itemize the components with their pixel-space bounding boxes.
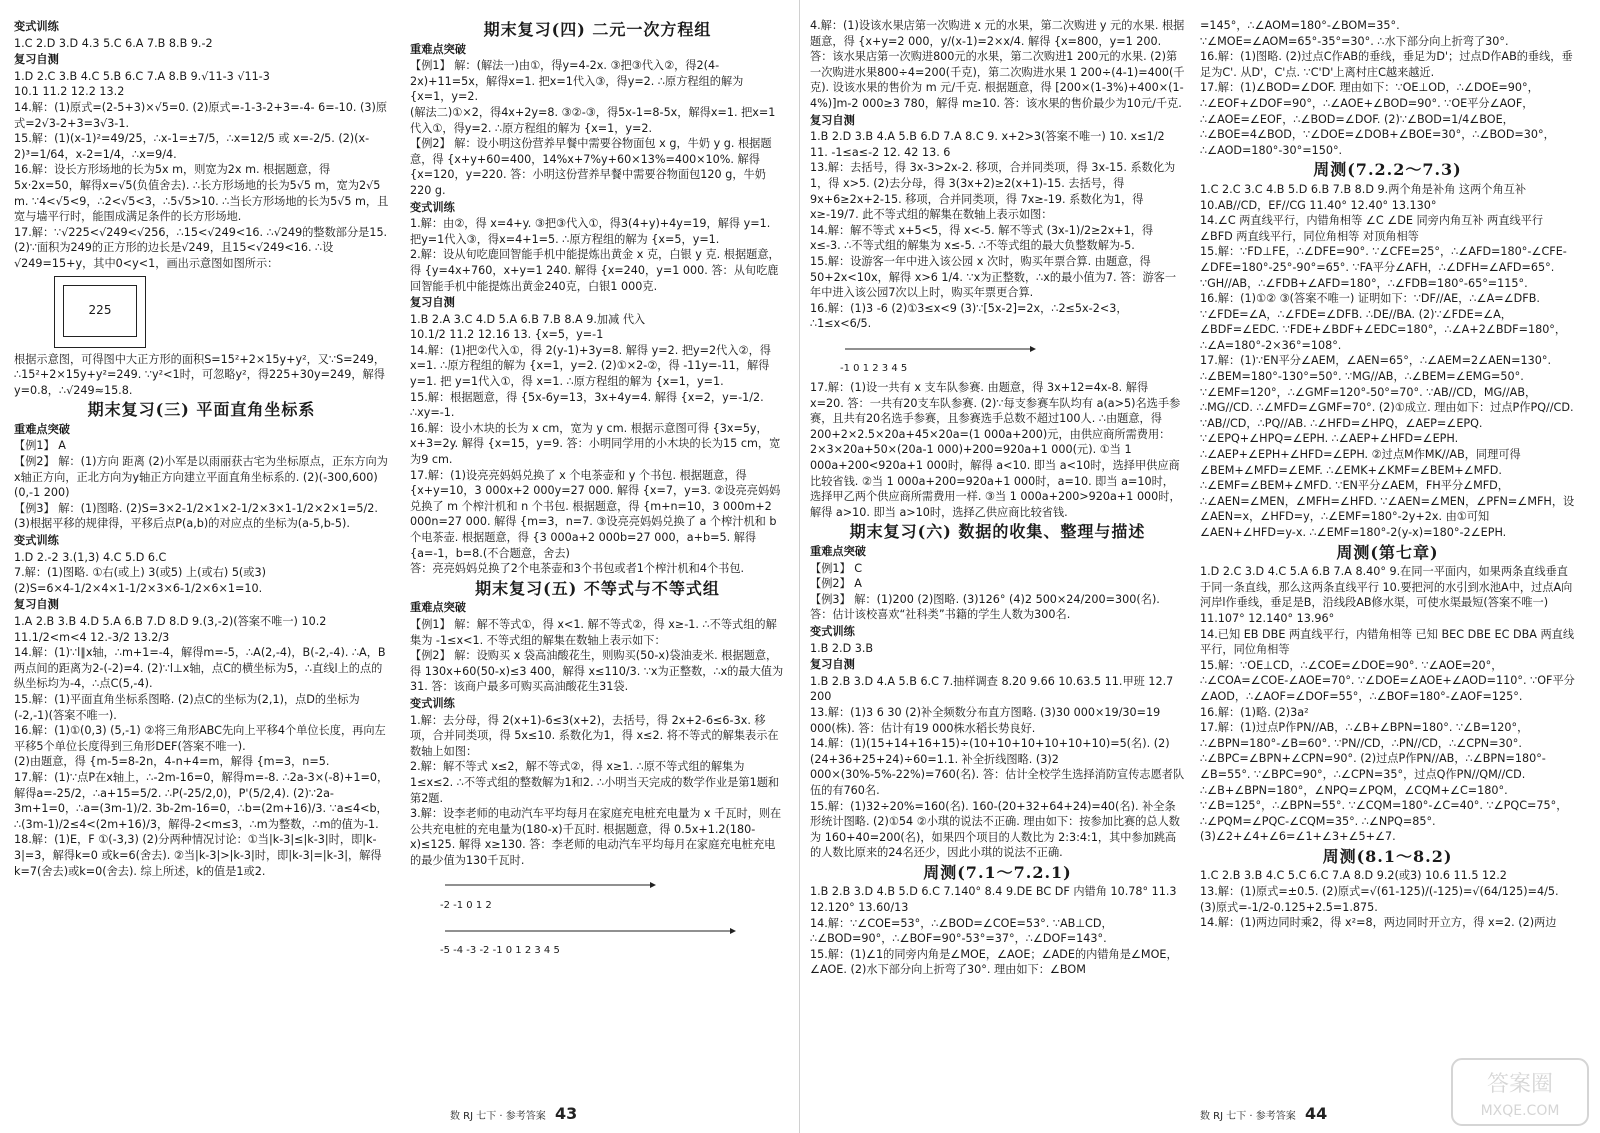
subsection-heading: 重难点突破 [410, 42, 466, 56]
answer-line: 【例3】 解：(1)200 (2)图略. (3)126° (4)2 500×24/200=300(名). 答：估计该校喜欢“社科类”书籍的学生人数为300名. [810, 592, 1160, 622]
answer-line: 17.解：(1)∠BOD=∠DOF. 理由如下：∵OE⊥OD，∴∠DOE=90°，∴∠EOF+∠DOF=90°，∴∠AOE+∠BOD=90°. ∵OE平分∠AOF，∴∠AOE=∠EOF，∴∠BOD=∠DOF. (2)∵∠BOD=1/4∠BOE，∴∠BOE=4∠BOD，∵∠DOE=∠DOB+∠BOE=30°，∴∠BOD=30°，∴∠AOD=180°-30°=150°. [1200, 81, 1555, 157]
answer-line: 【例2】 解：(1)方向 距离 (2)小军是以雨丽获古宅为坐标原点，正东方向为x轴正方向，正北方向为y轴正方向建立平面直角坐标系的. (2)(-300,600) (0,-1 200) [14, 455, 388, 500]
footer-left [450, 1104, 577, 1123]
answer-line: 1.B 2.A 3.C 4.D 5.A 6.B 7.B 8.A 9.加减 代入 [410, 312, 646, 326]
answer-line: 15.解：(1)平面直角坐标系图略. (2)点C的坐标为(2,1)，点D的坐标为(-2,-1)(答案不唯一). [14, 692, 360, 722]
answer-line: 【例2】 A [810, 577, 862, 591]
answer-line: 14.解：(1)两边同时乘2，得 x²=8，两边同时开立方，得 x=2. (2)两边 [1200, 916, 1557, 930]
answer-line: 14.解：∵∠COE=53°，∴∠BOD=∠COE=53°. ∵AB⊥CD，∴∠BOD=90°，∴∠BOF=90°-53°=37°，∴∠DOF=143°. [810, 916, 1113, 946]
section-title-5: 期末复习(五) 不等式与不等式组 [475, 578, 720, 598]
answer-line: 2.解：设从旬吃鹿回智能手机中能提炼出黄金 x 克，白银 y 克. 根据题意，得 {y=4x+760，x+y=1 240. 解得 {x=240，y=1 000. 答：从旬吃鹿回智能手机中能提炼出黄金240克，白银1 000克. [410, 248, 780, 293]
subsection-heading: 重难点突破 [810, 545, 866, 558]
answer-line: 16.解：(1)①② ③(答案不唯一) 证明如下：∵DF//AE，∴∠A=∠DFB. ∵∠FDE=∠A，∴∠FDE=∠DFB. ∴DE//BA. (2)∵∠FDE=∠A，∠BDF=∠EDC. ∵FDE+∠BDF+∠EDC=180°，∴∠A+2∠BDF=180°，∴∠A=180°-2×36°=108°. [1200, 292, 1567, 352]
page-number-left: 43 [554, 1104, 578, 1123]
answer-line: 1.A 2.B 3.B 4.D 5.A 6.B 7.D 8.D 9.(3,-2)(答案不唯一) 10.2 11.1/2<m<4 12.-3/2 13.2/3 [14, 615, 327, 644]
answer-line: 【例2】 解：设购买 x 袋高油酸花生，则购买(50-x)袋油麦米. 根据题意，得 130x+60(50-x)≤3 400，解得 x≤110/3. ∵x为正整数，∴x的最大值为31. 答：该商户最多可购买高油酸花生31袋. [410, 649, 784, 694]
number-line-3-graphic [840, 335, 1040, 357]
subsection-heading: 变式训练 [410, 200, 455, 214]
subsection-heading: 变式训练 [14, 534, 59, 548]
answer-line: 14.解：(1)原式=(2-5+3)×√5=0. (2)原式=-1-3-2+3=-4- 6=-10. (3)原式=2√3-2+3=3√3-1. [14, 100, 388, 130]
answer-line: 13.解：去括号，得 3x-3>2x-2. 移项，合并同类项，得 3x-15. 系数化为1，得 x>5. (2)去分母，得 3(3x+2)≥2(x+1)-15. 去括号，得 9x+6≥2x+2-15. 移项，合并同类项，得 7x≥-19. 系数化为1，得 x≥-19/7. 此不等式组的解集在数轴上表示如图： [810, 161, 1176, 222]
answer-line: 1.C 2.C 3.C 4.B 5.D 6.B 7.B 8.D 9.两个角是补角 这两个角互补 10.AB//CD，EF//CG 11.40° 12.40° 13.130° [1200, 182, 1527, 212]
footer-label-right: 数 RJ 七下 · 参考答案 [1200, 1111, 1296, 1122]
answer-line: (2)由题意，得 {m-5=8-2n，4-n+4=m，解得 {m=3，n=5. [14, 755, 330, 769]
answer-line: 18.解：(1)E，F ①(-3,3) (2)分两种情况讨论：①当|k-3|≤|k-3|时，即|k-3|=3，解得k=0 或k=6(舍去). ②当|k-3|>|k-3|时，即|k-3|=|k-3|，解得k=7(舍去)或k=0(舍去). 综上所述，k的值是1或2. [14, 833, 382, 878]
answer-line: =145°，∴∠AOM=180°-∠BOM=35°. ∵∠MOE=∠AOM=65°-35°=30°. ∴水下部分向上折弯了30°. [1200, 19, 1509, 48]
subsection-heading: 复习自测 [14, 598, 59, 612]
subsection-heading: 变式训练 [410, 696, 455, 710]
answer-line: 7.解：(1)图略. ①右(或上) 3(或5) 上(或右) 5(或3) [14, 566, 266, 580]
answer-line: 2.解：解不等式 x≤2，解不等式②，得 x≥1. ∴原不等式组的解集为 1≤x≤2. ∴不等式组的整数解为1和2. ∴小明当天完成的数学作业是第1题和第2题. [410, 760, 780, 805]
number-line-3-labels: -1 0 1 2 3 4 5 [840, 363, 908, 375]
answer-line: 17.解：(1)∵点P在x轴上，∴-2m-16=0，解得m=-8. ∴2a-3×(-8)+1=0，解得a=-25/2，∴a+15=5/2. ∴P(-25/2,0)，P'(5/2,4). (2)∵2a-3m+1=0，∴a=(3m-1)/2. 3b-2m-16=0，∴b=(2m+16)/3. ∵a≤4<b，∴(3m-1)/2≤4<(2m+16)/3，解得-2<m≤3，∴m为整数，∴m的值为-1. [14, 770, 389, 831]
square-diagram-label: 225 [63, 285, 137, 337]
subsection-heading: 变式训练 [14, 20, 59, 33]
answer-line: 15.解：(1)∠1的同旁内角是∠MOE，∠AOE；∠ADE的内错角是∠MOE，∠AOE. (2)水下部分向上折弯了30°. 理由如下：∠BOM [810, 947, 1178, 977]
answer-line: 10.1 11.2 12.2 13.2 [14, 85, 125, 99]
answer-line: 17.解：(1)过点P作PN//AB，∴∠B+∠BPN=180°. ∵∠B=120°，∴∠BPN=180°-∠B=60°. ∵PN//CD，∴PN//CD，∴∠CPN=30°. ∴∠BPC=∠BPN+∠CPN=90°. (2)过点P作PN//AB，∴∠BPN=180°-∠B=55°. ∵∠BPC=90°，∴∠CPN=35°，过点Q作PN//QM//CD. ∴∠B+∠BPN=180°，∠NPQ=∠PQM，∠CQM+∠C=180°. ∵∠B=125°，∴∠BPN=55°. ∵∠CQM=180°-∠C=40°. ∵∠PQC=75°，∴∠PQM=∠PQC-∠CQM=35°. ∴∠NPQ=85°. (3)∠2+∠4+∠6=∠1+∠3+∠5+∠7. [1200, 721, 1568, 844]
answer-line: 17.解：(1)∵EN平分∠AEM，∠AEN=65°，∴∠AEM=2∠AEN=130°. ∴∠BEM=180°-130°=50°. ∵MG//AB，∴∠BEM=∠EMG=50°. ∵∠EMF=120°，∴∠GMF=120°-50°=70°. ∵AB//CD，MG//AB，∴MG//CD. ∴∠MFD=∠GMF=70°. (2)①成立. 理由如下：过点P作PQ//CD. ∵AB//CD，∴PQ//AB. ∴∠HFD=∠HPQ，∠AEP=∠EPQ. ∵∠EPQ+∠HPQ=∠EPH. ∴∠AEP+∠HFD=∠EPH. ∴∠AEP+∠EPH+∠HFD=∠EPH. ②过点M作MK//AB，同理可得∠BEM+∠MFD=∠EMF. ∴∠EMK+∠KMF=∠BEM+∠MFD. ∴∠EMF=∠BEM+∠MFD. ∵EN平分∠AEM，FH平分∠MFD，∴∠AEN=∠MEN，∠MFH=∠HFD. ∵∠AEN=∠MEN，∠PFN=∠MFH，设∠AEN=x，∠HFD=y，∴∠EMF=180°-2y+2x. 由①可知∠AEN+∠HFD=y-x. ∴∠EMF=180°-2(y-x)=180°-2∠EPH. [1200, 354, 1575, 539]
answer-line: 15.解：∵OE⊥CD，∴∠COE=∠DOE=90°. ∵∠AOE=20°，∴∠COA=∠COE-∠AOE=70°. ∵∠DOE=∠AOE+∠AOD=110°. ∵OF平分∠AOD，∴∠AOF=∠DOF=55°，∴∠BOF=180°-∠AOF=125°. [1200, 658, 1575, 703]
answer-line: 16.解：(1)略. (2)3a² [1200, 705, 1309, 719]
footer-label-left: 数 RJ 七下 · 参考答案 [450, 1111, 546, 1122]
number-line-2 [440, 917, 785, 959]
answer-line: 1.C 2.B 3.B 4.C 5.C 6.C 7.A 8.D 9.2(或3) 10.6 11.5 12.2 [1200, 869, 1507, 883]
answer-line: 【例2】 解：设小明这份营养早餐中需要谷物面包 x g，牛奶 y g. 根据题意，得 {x+y+60=400，14%x+7%y+60×13%=400×10%. 解得 {x=120，y=220. 答：小明这份营养早餐中需要谷物面包120 g，牛奶 220 g. [410, 137, 772, 197]
answer-line: 15.解：(1)(x-1)²=49/25，∴x-1=±7/5，∴x=12/5 或 x=-2/5. (2)(x-2)³=1/64，x-2=1/4，∴x=9/4. [14, 132, 370, 161]
answer-line: 【例3】 解：(1)图略. (2)S=3×2-1/2×1×2-1/2×3×1-1/2×2×1=5/2. (3)根据平移的规律得，平移后点P(a,b)的对应点的坐标为(a-5,b-5). [14, 501, 378, 531]
answer-line: (2)S=6×4-1/2×4×1-1/2×3×6-1/2×6×1=10. [14, 581, 263, 595]
answer-line: 1.D 2.C 3.D 4.C 5.A 6.B 7.A 8.40° 9.在同一平面内，如果两条直线垂直于同一条直线，那么这两条直线平行 10.要把河的水引到水池A中，过点A向河岸l作垂线，垂足是B，沿线段AB修水渠，可使水渠最短(答案不唯一) 11.107° 12.140° 13.96° [1200, 565, 1573, 625]
number-line-2-graphic [440, 917, 740, 939]
answer-line: 【例1】 解：(解法一)由①，得y=4-2x. ③把③代入②，得2(4-2x)+11=5x，解得x=1. 把x=1代入③，得y=2. ∴原方程组的解为 {x=1，y=2. [410, 59, 744, 104]
section-title-weekly-2: 周测(7.2.2～7.3) [1313, 160, 1462, 180]
subsection-heading: 复习自测 [410, 296, 455, 310]
answer-line: 1.D 2.C 3.B 4.C 5.B 6.C 7.A 8.B 9.√11-3 √11-3 [14, 69, 270, 83]
answer-line: 14.解：解不等式 x+5<5，得 x<-5. 解不等式 (3x-1)/2≥2x+1，得 x≤-3. ∴不等式组的解集为 x≤-5. ∴不等式组的最大负整数解为-5. [810, 223, 1154, 253]
section-title-3: 期末复习(三) 平面直角坐标系 [87, 400, 316, 420]
section-title-4: 期末复习(四) 二元一次方程组 [483, 20, 712, 39]
answer-line: 16.解：设长方形场地的长为5x m，则宽为2x m. 根据题意，得5x·2x=50，解得x=√5(负值舍去). ∴长方形场地的长为5√5 m，宽为2√5 m. ∵4<√5<9，∴2<√5<3，∴5√5>10. ∴当长方形场地的长为5√5 m，且宽与墙平行时，能围成满足条件的长方形场地. [14, 163, 389, 224]
watermark-url: MXQE.COM [1480, 1103, 1560, 1119]
footer-right [1200, 1104, 1327, 1123]
number-line-1-labels: -2 -1 0 1 2 [440, 900, 492, 912]
answer-line: 【例1】 解：解不等式①，得 x<1. 解不等式②，得 x≥-1. ∴不等式组的解集为 -1≤x<1. 不等式组的解集在数轴上表示如下： [410, 617, 777, 647]
number-line-1-graphic [440, 871, 660, 893]
answer-line: 【例1】 A [14, 439, 66, 453]
section-title-weekly-1: 周测(7.1～7.2.1) [923, 862, 1072, 882]
answer-line: 答：亮亮妈妈兑换了2个电茶壶和3个书包或者1个榨汁机和4个书包. [410, 562, 745, 576]
answer-line: 1.解：由②，得 x=4+y. ③把③代入①，得3(4+y)+4y=19，解得 y=1. 把y=1代入③，得x=4+1=5. ∴原方程组的解为 {x=5，y=1. [410, 217, 771, 246]
number-line-1 [440, 871, 785, 913]
answer-line: 1.B 2.D 3.B 4.A 5.B 6.D 7.A 8.C 9. x+2>3(答案不唯一) 10. x≤1/2 11. -1≤a≤-2 12. 42 13. 6 [810, 130, 1165, 159]
answer-line: 3.解：设李老师的电动汽车平均每月在家庭充电桩充电量为 x 千瓦时，则在公共充电桩的充电量为(180-x)千瓦时. 根据题意，得 0.5x+1.2(180-x)≤125. 解得 x≥130. 答：李老师的电动汽车平均每月在家庭充电桩充电的最少值为130千瓦时. [410, 807, 782, 867]
subsection-heading: 复习自测 [810, 113, 855, 127]
answer-line: 14.已知 EB DBE 两直线平行，内错角相等 已知 BEC DBE EC DBA 两直线平行，同位角相等 [1200, 627, 1575, 657]
right-page [800, 0, 1600, 1133]
page-number-right: 44 [1304, 1104, 1328, 1123]
answer-line: 16.解：(1)3 -6 (2)①3≤x<9 (3)∵[5x-2]=2x，∴2≤5x-2<3，∴1≤x<6/5. [810, 301, 1128, 331]
answer-line: 15.解：∵FD⊥FE，∴∠DFE=90°. ∵∠CFE=25°，∴∠AFD=180°-∠CFE-∠DFE=180°-25°-90°=65°. ∵FA平分∠AFH，∴∠DFH=∠AFD=65°. ∵GH//AB，∴∠FDB+∠AFD=180°，∴∠FDB=180°-65°=115°. [1200, 245, 1567, 290]
answer-line: 根据示意图，可得图中大正方形的面积S=15²+2×15y+y²，又∵S=249，∴15²+2×15y+y²=249. ∵y²<1时，可忽略y²，得225+30y=249，解得y=0.8，∴√249≈15.8. [14, 352, 386, 397]
column-3 [810, 18, 1185, 1098]
answer-line: 10.1/2 11.2 12.16 13. {x=5，y=-1 [410, 328, 604, 342]
answer-line: 15.解：(1)32÷20%=160(名). 160-(20+32+64+24)=40(名). 补全条形统计图略. (2)①54 ②小琪的说法不正确. 理由如下：按参加比赛的总人数为 160+40=200(名)，如果四个项目的人数比为 2:3:4:1，其中参加跳高的人数比原来的24名还少，因此小琪的说法不正确. [810, 799, 1180, 860]
answer-line: 13.解：(1)原式=±0.5. (2)原式=√(61-125)/(-125)=√(64/125)=4/5. (3)原式=-1/2-0.125+2.5=1.875. [1200, 885, 1559, 914]
answer-line: 14.∠C 两直线平行，内错角相等 ∠C ∠DE 同旁内角互补 两直线平行 ∠BFD 两直线平行，同位角相等 对顶角相等 [1200, 214, 1544, 243]
watermark-text: 答案圈 [1486, 1072, 1554, 1097]
answer-line: (解法二)①×2，得4x+2y=8. ③②-③，得5x-1=8-5x，解得x=1. 把x=1代入①，得y=2. ∴原方程组的解为 {x=1，y=2. [410, 105, 776, 135]
answer-line: 1.解：去分母，得 2(x+1)-6≤3(x+2)，去括号，得 2x+2-6≤6-3x. 移项，合并同类项，得 5x≤10. 系数化为1，得 x≤2. 将不等式的解集表示在数轴上如图： [410, 713, 779, 758]
answer-line: 14.解：(1)∵l∥x轴，∴m+1=-4，解得m=-5，∴A(2,-4)，B(-2,-4). ∴A，B两点间的距离为2-(-2)=4. (2)∵l⊥x轴，点C的横坐标为5，∴直线l上的点的纵坐标均为-4，∴点C(5,-4). [14, 646, 386, 691]
square-diagram [54, 276, 146, 348]
answer-line: 14.解：(1)(15+14+16+15)÷(10+10+10+10+10+10)=5(名). (2)(24+36+25+24)÷60=1.1. 补全折线图略. (3)2 000×(30%-5%-22%)=760(名). 答：估计全校学生选择消防宣传志愿者队伍的有760名. [810, 737, 1185, 797]
subsection-heading: 复习自测 [810, 658, 855, 672]
answer-line: 16.解：(1)①(0,3) (5,-1) ②将三角形ABC先向上平移4个单位长度，再向左平移5个单位长度得到三角形DEF(答案不唯一). [14, 724, 386, 753]
column-1 [14, 18, 389, 1098]
answer-line: 1.B 2.B 3.D 4.B 5.D 6.C 7.140° 8.4 9.DE BC DF 内错角 10.78° 11.3 12.120° 13.60/13 [810, 885, 1177, 915]
answer-line: 4.解：(1)设该水果店第一次购进 x 元的水果，第二次购进 y 元的水果. 根据题意，得 {x+y=2 000，y/(x-1)=2×x/4. 解得 {x=800，y=1 200. 答：该水果店第一次购进800元的水果，第二次购进1 200元的水果. (2)第一次购进水果800÷4=200(千克)，第二次购进水果 1 200÷(4-1)=400(千克). 设该水果的售价为 m 元/千克. 根据题意，得 [200×(1-3%)+400×(1-4%)]m-2 000≥3 780，解得 m≥10. 答：该水果的售价最少为10元/千克. [810, 19, 1185, 110]
answer-line: 1.C 2.D 3.D 4.3 5.C 6.A 7.B 8.B 9.-2 [14, 36, 213, 50]
subsection-heading: 重难点突破 [14, 422, 70, 436]
section-title-weekly-3: 周测(第七章) [1336, 542, 1439, 562]
section-title-weekly-4: 周测(8.1～8.2) [1322, 846, 1453, 866]
answer-line: 17.解：(1)设亮亮妈妈兑换了 x 个电茶壶和 y 个书包. 根据题意，得 {x+y=10，3 000x+2 000y=27 000. 解得 {x=7，y=3. ②设亮亮妈妈兑换了 m 个榨汁机和 n 个书包. 根据题意，得 {m+n=10，3 000m+2 000n=27 000. 解得 {m=3，n=7. ③设亮亮妈妈兑换了 a 个榨汁机和 b 个电茶壶. 根据题意，得 {3 000a+2 000b=27 000，a+b=5. 解得 {a=-1，b=8.(不合题意，舍去) [410, 468, 781, 560]
answer-line: 14.解：(1)把②代入①，得 2(y-1)+3y=8. 解得 y=2. 把y=2代入②，得 x=1. ∴原方程组的解为 {x=1，y=2. (2)①×2-②，得 -11y=-11，解得 y=1. 把 y=1代入①，得 x=1. ∴原方程组的解为 {x=1，y=1. [410, 343, 771, 389]
answer-line: 1.B 2.B 3.D 4.A 5.B 6.C 7.抽样调查 8.20 9.66 10.63.5 11.甲班 12.7 200 [810, 674, 1174, 704]
answer-line: 15.解：设游客一年中进入该公园 x 次时，购买年票合算. 由题意，得 50+2x<10x，解得 x>6 1/4. ∵x为正整数，∴x的最小值为7. 答：游客一年中进入该公园7次以上时，购买年票更合算. [810, 254, 1177, 300]
number-line-3 [840, 335, 1185, 377]
answer-line: 17.解：(1)设一共有 x 支车队参赛. 由题意，得 3x+12=4x-8. 解得 x=20. 答：一共有20支车队参赛. (2)∵每支参赛车队均有 a(a>5)名选手参赛，且共有20名选手参赛，且参赛选手总数不超过100人. ∴由题意，得 200+2×2.5×20a+45×20a=(1 000a+200)元，由供应商所需费用：2×3×20a+50×(20a-1 000)+200=920a+1 000(元). ①当 1 000a+200<920a+1 000时，解得 a<10. 即当 a<10时，选择甲供应商比较省钱. ②当 1 000a+200=920a+1 000时，a=10. 即当 a=10时，选择甲乙两个供应商所需费用一样. ③当 1 000a+200>920a+1 000时，解得 a>10. 即当 a>10时，选择乙供应商比较省钱. [810, 381, 1181, 519]
number-line-2-labels: -5 -4 -3 -2 -1 0 1 2 3 4 5 [440, 945, 560, 957]
watermark-logo [1450, 1057, 1590, 1127]
subsection-heading: 重难点突破 [410, 601, 466, 615]
column-2 [410, 18, 785, 1098]
answer-line: 【例1】 C [810, 561, 863, 575]
subsection-heading: 复习自测 [14, 53, 59, 67]
answer-line: 16.解：(1)图略. (2)过点C作AB的垂线，垂足为D'；过点D作AB的垂线，垂足为C'. 从D'，C'点. ∵C'D'上离村庄C越来越近. [1200, 50, 1573, 79]
answer-line: 16.解：设小木块的长为 x cm，宽为 y cm. 根据示意图可得 {3x=5y，x+3=2y. 解得 {x=15，y=9. 答：小明同学用的小木块的长为15 cm，宽为9 cm. [410, 421, 781, 467]
answer-line: 15.解：根据题意，得 {5x-6y=13，3x+4y=4. 解得 {x=2，y=-1/2. ∴xy=-1. [410, 390, 764, 420]
answer-line: 1.B 2.D 3.B [810, 641, 874, 655]
answer-line: 13.解：(1)3 6 30 (2)补全频数分布直方图略. (3)30 000×19/30=19 000(株). 答：估计有19 000株水稻长势良好. [810, 705, 1161, 735]
answer-line: 17.解：∵√225<√249<√256，∴15<√249<16. ∴√249的整数部分是15. (2)∵面积为249的正方形的边长是√249，且15<√249<16. ∴设√249=15+y，其中0<y<1，画出示意图如图所示： [14, 225, 388, 270]
subsection-heading: 变式训练 [810, 624, 855, 638]
column-4 [1200, 18, 1575, 1098]
section-title-6: 期末复习(六) 数据的收集、整理与描述 [849, 522, 1146, 542]
answer-line: 1.D 2.-2 3.(1,3) 4.C 5.D 6.C [14, 550, 167, 564]
